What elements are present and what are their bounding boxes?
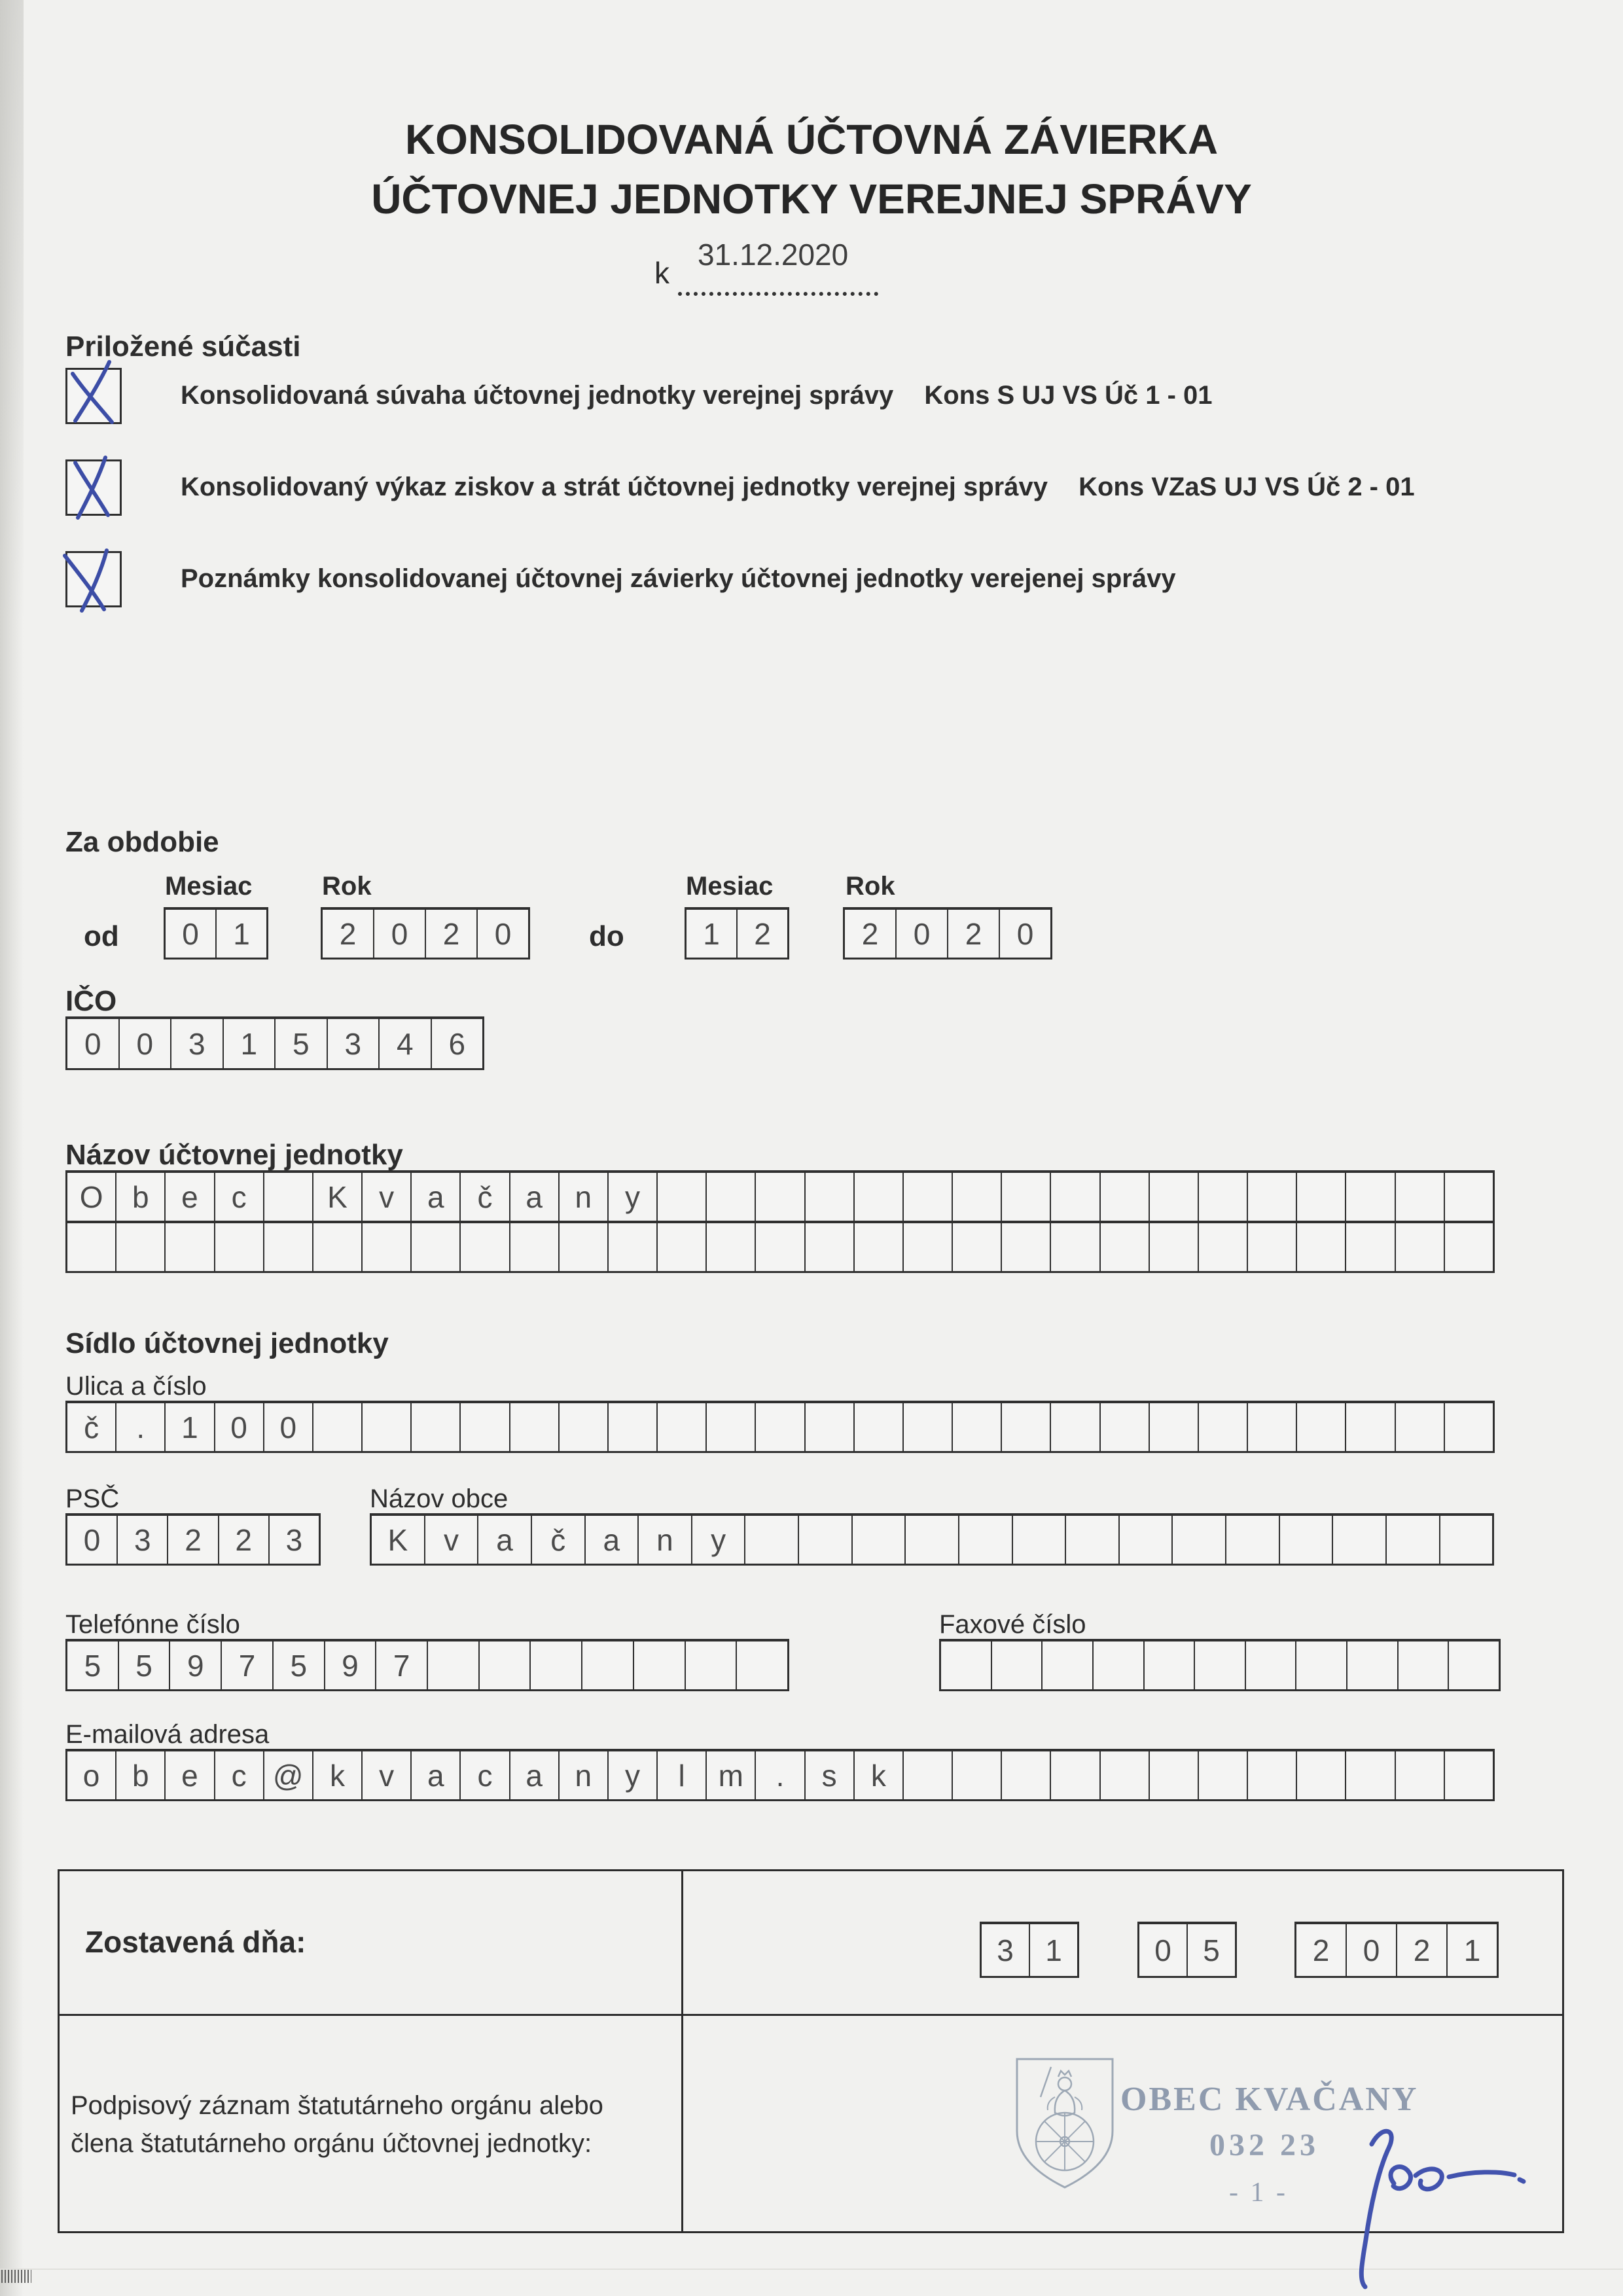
char-cell <box>1002 1223 1051 1271</box>
char-cell <box>756 1403 805 1451</box>
char-cell: k <box>855 1751 904 1799</box>
char-cell <box>363 1403 412 1451</box>
char-cell: 3 <box>118 1516 168 1564</box>
signature <box>1309 2121 1531 2292</box>
char-cell <box>1399 1641 1450 1689</box>
stamp-municipality-name: OBEC KVAČANY <box>1120 2081 1419 2118</box>
char-cell: 2 <box>845 910 897 958</box>
char-cell <box>1120 1516 1173 1564</box>
email-label: E-mailová adresa <box>65 1720 270 1749</box>
attachment-3-text: Poznámky konsolidovanej účtovnej závierky účtovnej jednotky verejenej správy <box>181 564 1176 593</box>
as-of-prefix: k <box>654 256 669 290</box>
pen-x-mark-icon <box>67 553 120 605</box>
char-cell: 0 <box>264 1403 313 1451</box>
char-cell <box>992 1641 1043 1689</box>
char-cell <box>1297 1751 1346 1799</box>
char-cell <box>959 1516 1013 1564</box>
char-cell <box>1150 1751 1199 1799</box>
from-month-grid <box>164 907 268 960</box>
attachment-2-text: Konsolidovaný výkaz ziskov a strát účtovnej jednotky verejnej správy <box>181 473 1048 501</box>
char-cell: c <box>215 1173 264 1221</box>
char-cell <box>461 1223 510 1271</box>
char-cell: 4 <box>380 1019 432 1068</box>
char-cell <box>1346 1403 1395 1451</box>
char-cell: 3 <box>982 1924 1030 1976</box>
char-cell <box>166 1223 215 1271</box>
char-cell <box>1396 1223 1445 1271</box>
char-cell: 1 <box>1463 1933 1481 1967</box>
char-cell <box>1101 1173 1150 1221</box>
char-cell: a <box>412 1751 461 1799</box>
char-cell <box>953 1751 1002 1799</box>
char-cell <box>1150 1173 1199 1221</box>
char-cell: y <box>609 1751 658 1799</box>
char-cell: 0 <box>120 1019 172 1068</box>
char-cell <box>634 1641 686 1689</box>
form-title-line1: KONSOLIDOVANÁ ÚČTOVNÁ ZÁVIERKA <box>404 116 1219 163</box>
char-cell <box>461 1403 510 1451</box>
as-of-dotted-line <box>678 262 878 296</box>
char-cell <box>1396 1751 1445 1799</box>
char-cell <box>953 1223 1002 1271</box>
char-cell <box>904 1173 953 1221</box>
char-cell: a <box>510 1173 560 1221</box>
period-heading: Za obdobie <box>65 826 219 858</box>
char-cell <box>1150 1403 1199 1451</box>
char-cell: 1 <box>1045 1933 1062 1967</box>
char-cell: y <box>692 1516 746 1564</box>
char-cell: a <box>510 1751 560 1799</box>
char-cell <box>1066 1516 1120 1564</box>
to-month-label: Mesiac <box>686 872 774 901</box>
char-cell: 0 <box>1347 1924 1397 1976</box>
char-cell: 7 <box>222 1641 274 1689</box>
char-cell <box>1051 1403 1100 1451</box>
char-cell <box>806 1403 855 1451</box>
char-cell: n <box>560 1173 609 1221</box>
char-cell <box>756 1223 805 1271</box>
char-cell <box>1346 1173 1395 1221</box>
char-cell <box>67 1223 116 1271</box>
psc-grid <box>65 1513 321 1566</box>
scan-barcode-artifact <box>1 2270 31 2283</box>
char-cell: v <box>425 1516 479 1564</box>
char-cell <box>1002 1751 1051 1799</box>
char-cell <box>658 1173 707 1221</box>
char-cell: 0 <box>374 910 426 958</box>
form-title <box>0 110 1623 229</box>
address-heading: Sídlo účtovnej jednotky <box>65 1327 389 1359</box>
char-cell <box>737 1641 787 1689</box>
char-cell <box>412 1223 461 1271</box>
char-cell <box>1051 1173 1100 1221</box>
char-cell: č <box>67 1403 116 1451</box>
char-cell <box>658 1223 707 1271</box>
scan-edge-shadow <box>0 0 24 622</box>
char-cell <box>313 1223 363 1271</box>
char-cell: . <box>116 1403 166 1451</box>
char-cell <box>1333 1516 1387 1564</box>
char-cell: K <box>313 1173 363 1221</box>
from-year-label: Rok <box>322 872 372 901</box>
attachment-label-2 <box>181 473 1415 502</box>
char-cell: 2 <box>754 916 771 951</box>
char-cell <box>1094 1641 1145 1689</box>
char-cell: 5 <box>276 1019 328 1068</box>
char-cell: a <box>478 1516 532 1564</box>
char-cell <box>1226 1516 1280 1564</box>
char-cell: č <box>461 1173 510 1221</box>
compiled-month-grid <box>1137 1922 1237 1978</box>
char-cell <box>215 1223 264 1271</box>
pen-x-mark-icon <box>67 461 120 514</box>
compiled-day-grid <box>980 1922 1079 1978</box>
char-cell <box>560 1403 609 1451</box>
signatory-line1: Podpisový záznam štatutárneho orgánu alebo <box>71 2091 603 2120</box>
char-cell <box>1199 1173 1248 1221</box>
as-of-date: 31.12.2020 <box>698 238 849 272</box>
char-cell <box>756 1173 805 1221</box>
from-year-grid <box>321 907 530 960</box>
char-cell <box>658 1403 707 1451</box>
to-month-grid <box>685 907 789 960</box>
char-cell: 2 <box>219 1516 270 1564</box>
char-cell <box>1248 1223 1297 1271</box>
char-cell <box>1013 1516 1067 1564</box>
attachment-1-text: Konsolidovaná súvaha účtovnej jednotky verejnej správy <box>181 381 894 410</box>
char-cell: k <box>313 1751 363 1799</box>
char-cell: 6 <box>448 1026 466 1061</box>
char-cell: 3 <box>328 1019 380 1068</box>
char-cell <box>1346 1223 1395 1271</box>
signatory-statement <box>71 2087 603 2162</box>
char-cell <box>1396 1403 1445 1451</box>
char-cell: m <box>707 1751 756 1799</box>
char-cell <box>1199 1223 1248 1271</box>
char-cell <box>428 1641 480 1689</box>
char-cell <box>855 1223 904 1271</box>
checkbox-notes <box>65 551 122 607</box>
char-cell: 5 <box>119 1641 171 1689</box>
fax-grid <box>939 1639 1501 1691</box>
char-cell <box>1297 1403 1346 1451</box>
char-cell <box>806 1173 855 1221</box>
char-cell: 0 <box>67 1516 118 1564</box>
char-cell <box>745 1516 799 1564</box>
char-cell: 3 <box>171 1019 224 1068</box>
psc-label: PSČ <box>65 1484 120 1513</box>
ico-grid <box>65 1016 484 1070</box>
char-cell <box>1002 1173 1051 1221</box>
char-cell: 0 <box>1016 916 1034 951</box>
from-month-label: Mesiac <box>165 872 253 901</box>
signatory-line2: člena štatutárneho orgánu účtovnej jednotky: <box>71 2129 592 2158</box>
char-cell: 2 <box>168 1516 219 1564</box>
char-cell <box>953 1403 1002 1451</box>
char-cell: 1 <box>233 916 250 951</box>
char-cell: K <box>372 1516 425 1564</box>
char-cell <box>686 1641 738 1689</box>
stamp-postcode: 032 23 <box>1209 2128 1319 2162</box>
char-cell <box>906 1516 959 1564</box>
char-cell: @ <box>264 1751 313 1799</box>
char-cell: y <box>609 1173 658 1221</box>
char-cell <box>1347 1641 1399 1689</box>
to-year-grid <box>843 907 1052 960</box>
ico-label: IČO <box>65 985 117 1017</box>
char-cell: 2 <box>323 910 374 958</box>
char-cell: 9 <box>170 1641 222 1689</box>
street-label: Ulica a číslo <box>65 1372 207 1401</box>
form-title-line2: ÚČTOVNEJ JEDNOTKY VEREJNEJ SPRÁVY <box>371 175 1252 223</box>
char-cell: 7 <box>376 1641 428 1689</box>
char-cell <box>582 1641 634 1689</box>
char-cell <box>1445 1173 1493 1221</box>
char-cell: 1 <box>224 1019 276 1068</box>
char-cell: 0 <box>215 1403 264 1451</box>
char-cell <box>480 1641 531 1689</box>
char-cell <box>1445 1751 1493 1799</box>
char-cell <box>1199 1751 1248 1799</box>
char-cell: . <box>756 1751 805 1799</box>
char-cell: c <box>215 1751 264 1799</box>
char-cell <box>707 1403 756 1451</box>
char-cell: o <box>67 1751 116 1799</box>
char-cell: 0 <box>494 916 512 951</box>
char-cell: č <box>532 1516 586 1564</box>
char-cell: 1 <box>166 1403 215 1451</box>
char-cell: n <box>560 1751 609 1799</box>
char-cell: 5 <box>1203 1933 1220 1967</box>
compiled-year-grid <box>1294 1922 1499 1978</box>
fax-label: Faxové číslo <box>939 1610 1086 1639</box>
char-cell: 2 <box>1296 1924 1347 1976</box>
municipal-coat-of-arms-stamp-icon <box>1013 2055 1116 2191</box>
char-cell <box>855 1173 904 1221</box>
char-cell: e <box>166 1173 215 1221</box>
char-cell <box>609 1223 658 1271</box>
char-cell <box>1297 1223 1346 1271</box>
char-cell: O <box>67 1173 116 1221</box>
town-grid <box>370 1513 1494 1566</box>
compiled-date-label: Zostavená dňa: <box>85 1925 306 1959</box>
checkbox-consolidated-balance <box>65 368 122 424</box>
char-cell <box>1396 1173 1445 1221</box>
char-cell: 0 <box>1139 1924 1188 1976</box>
period-to-label: do <box>589 920 624 952</box>
char-cell: 5 <box>67 1641 119 1689</box>
char-cell <box>941 1641 992 1689</box>
char-cell <box>1199 1403 1248 1451</box>
char-cell: n <box>639 1516 692 1564</box>
char-cell: c <box>461 1751 510 1799</box>
char-cell <box>855 1403 904 1451</box>
char-cell <box>1150 1223 1199 1271</box>
char-cell: 5 <box>274 1641 325 1689</box>
attachment-label-1 <box>181 381 1213 410</box>
char-cell <box>904 1223 953 1271</box>
char-cell: s <box>806 1751 855 1799</box>
char-cell <box>1173 1516 1226 1564</box>
char-cell <box>363 1223 412 1271</box>
char-cell <box>412 1403 461 1451</box>
char-cell: 0 <box>67 1019 120 1068</box>
char-cell <box>1296 1641 1347 1689</box>
char-cell <box>1246 1641 1297 1689</box>
checkbox-consolidated-pnl <box>65 459 122 516</box>
char-cell <box>853 1516 906 1564</box>
entity-name-grid-row2 <box>65 1221 1495 1273</box>
char-cell <box>1440 1516 1493 1564</box>
char-cell <box>1195 1641 1246 1689</box>
char-cell <box>707 1173 756 1221</box>
attachments-heading: Priložené súčasti <box>65 331 301 363</box>
char-cell: 2 <box>948 910 1000 958</box>
to-year-label: Rok <box>846 872 895 901</box>
char-cell <box>1248 1751 1297 1799</box>
char-cell: e <box>166 1751 215 1799</box>
char-cell <box>1051 1223 1100 1271</box>
char-cell: 3 <box>285 1522 303 1557</box>
char-cell: a <box>586 1516 639 1564</box>
char-cell <box>264 1223 313 1271</box>
attachment-label-3 <box>181 564 1200 594</box>
pen-x-mark-icon <box>67 370 120 422</box>
char-cell <box>116 1223 166 1271</box>
phone-grid <box>65 1639 789 1691</box>
char-cell: 2 <box>426 910 478 958</box>
char-cell <box>799 1516 853 1564</box>
char-cell <box>264 1173 313 1221</box>
period-from-label: od <box>84 920 119 952</box>
char-cell <box>707 1223 756 1271</box>
char-cell: b <box>116 1751 166 1799</box>
char-cell <box>953 1173 1002 1221</box>
char-cell <box>1101 1751 1150 1799</box>
town-label: Názov obce <box>370 1484 508 1513</box>
char-cell <box>1051 1751 1100 1799</box>
char-cell <box>1449 1641 1499 1689</box>
char-cell <box>904 1751 953 1799</box>
char-cell <box>531 1641 582 1689</box>
char-cell <box>510 1223 560 1271</box>
char-cell <box>1145 1641 1196 1689</box>
char-cell: v <box>363 1173 412 1221</box>
char-cell <box>1445 1403 1493 1451</box>
char-cell: 0 <box>897 910 948 958</box>
char-cell <box>1248 1403 1297 1451</box>
char-cell <box>1346 1751 1395 1799</box>
entity-name-grid-row1 <box>65 1170 1495 1223</box>
char-cell: 1 <box>687 910 738 958</box>
char-cell <box>1297 1173 1346 1221</box>
char-cell: b <box>116 1173 166 1221</box>
char-cell: 2 <box>1397 1924 1448 1976</box>
table-horizontal-divider <box>60 2014 1562 2016</box>
char-cell <box>1043 1641 1094 1689</box>
attachment-2-code: Kons VZaS UJ VS Úč 2 - 01 <box>1079 473 1415 501</box>
char-cell: a <box>412 1173 461 1221</box>
char-cell <box>1101 1223 1150 1271</box>
email-grid <box>65 1749 1495 1801</box>
char-cell <box>1101 1403 1150 1451</box>
entity-name-heading: Názov účtovnej jednotky <box>65 1139 403 1171</box>
char-cell <box>560 1223 609 1271</box>
attachment-1-code: Kons S UJ VS Úč 1 - 01 <box>924 381 1213 410</box>
char-cell <box>1387 1516 1440 1564</box>
char-cell <box>609 1403 658 1451</box>
char-cell <box>904 1403 953 1451</box>
char-cell <box>1445 1223 1493 1271</box>
char-cell: l <box>658 1751 707 1799</box>
char-cell: 0 <box>166 910 217 958</box>
char-cell <box>313 1403 363 1451</box>
char-cell <box>1248 1173 1297 1221</box>
table-vertical-divider <box>681 1871 683 2231</box>
street-grid <box>65 1401 1495 1453</box>
char-cell <box>806 1223 855 1271</box>
char-cell <box>1280 1516 1334 1564</box>
char-cell <box>1002 1403 1051 1451</box>
char-cell: 9 <box>325 1641 377 1689</box>
char-cell <box>510 1403 560 1451</box>
stamp-number: - 1 - <box>1229 2178 1288 2208</box>
phone-label: Telefónne číslo <box>65 1610 240 1639</box>
char-cell: v <box>363 1751 412 1799</box>
